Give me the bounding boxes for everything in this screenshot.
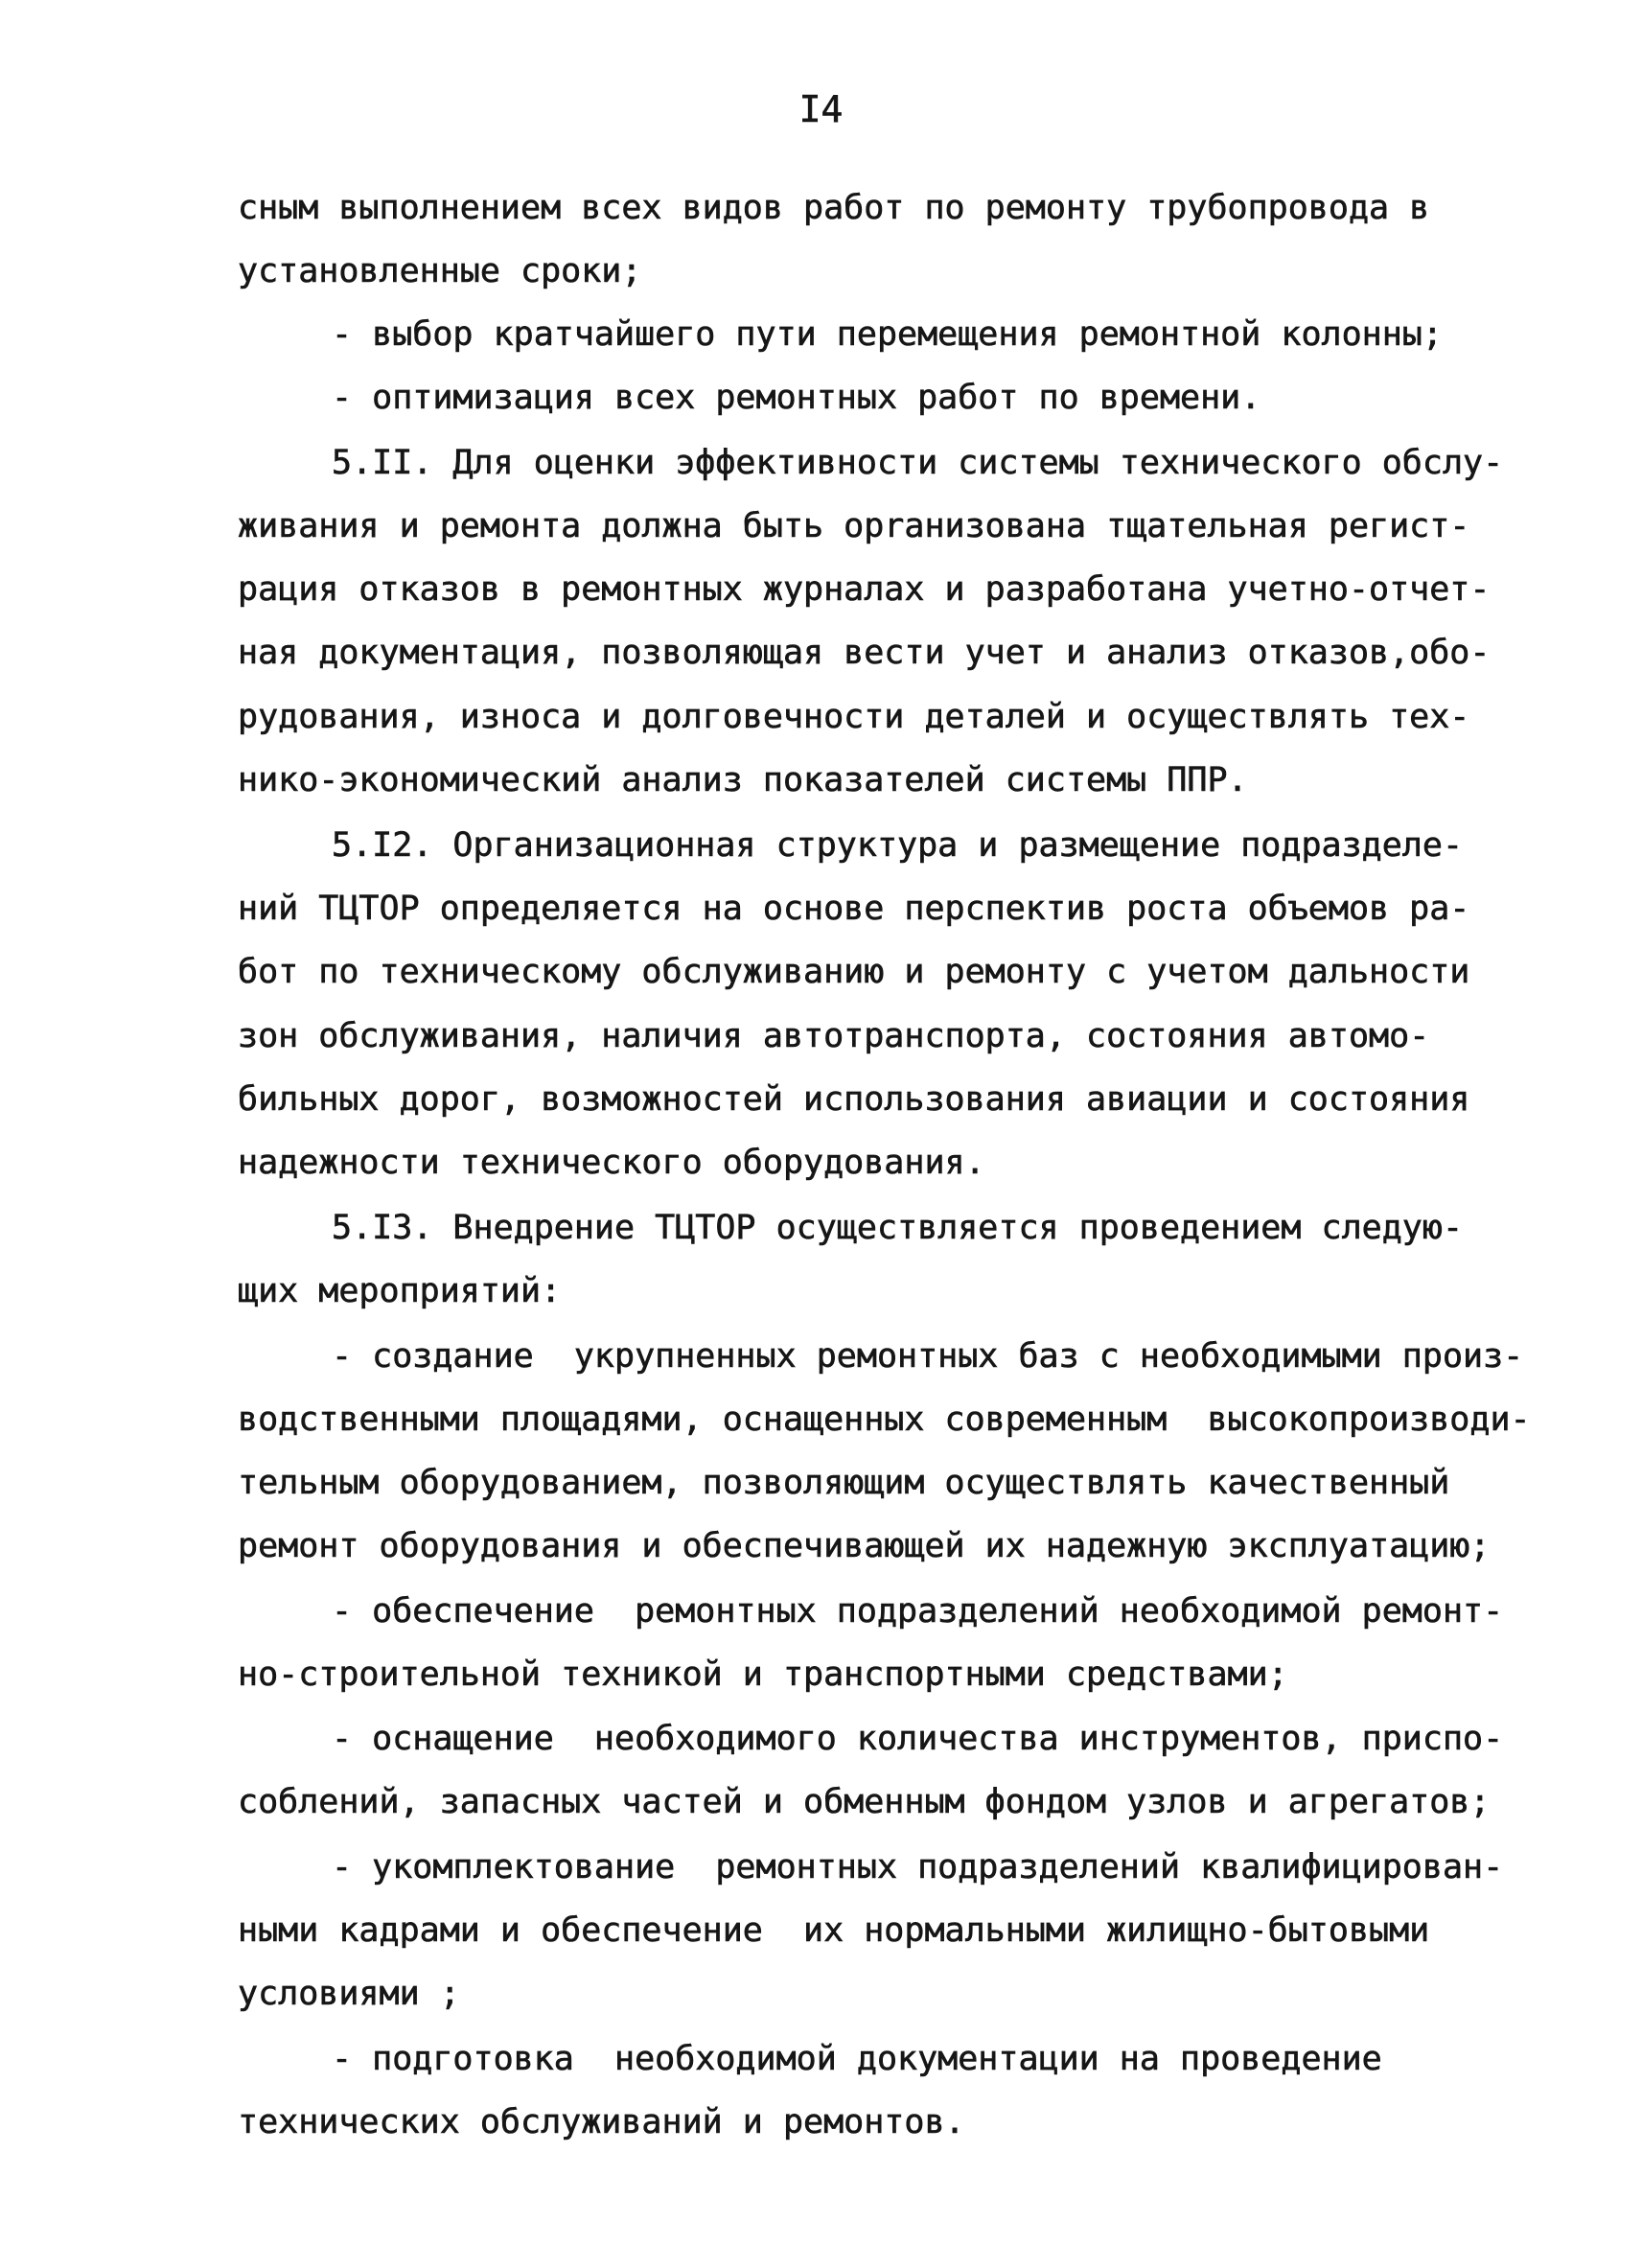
list-item: - оптимизация всех ремонтных работ по времени. bbox=[332, 379, 1261, 417]
text-line: ными кадрами и обеспечение их нормальными жилищно-бытовыми bbox=[238, 1911, 1430, 1950]
text-line: технических обслуживаний и ремонтов. bbox=[238, 2103, 965, 2141]
list-item: - укомплектование ремонтных подразделений квалифицирован- bbox=[332, 1848, 1504, 1886]
text-line: ная документация, позволяющая вести учет и анализ отказов,обо- bbox=[238, 634, 1491, 672]
list-item: - обеспечение ремонтных подразделений необходимой ремонт- bbox=[332, 1592, 1504, 1631]
text-line: ремонт оборудования и обеспечивающей их надежную эксплуатацию; bbox=[238, 1527, 1491, 1565]
text-line: щих мероприятий: bbox=[238, 1272, 562, 1310]
paragraph-start-5-11: 5.II. Для оценки эффективности системы технического обслу- bbox=[332, 444, 1504, 482]
text-line: нико-экономический анализ показателей системы ППР. bbox=[238, 761, 1248, 799]
text-line: сным выполнением всех видов работ по ремонту трубопровода в bbox=[238, 189, 1430, 227]
text-line: зон обслуживания, наличия автотранспорта, состояния автомо- bbox=[238, 1017, 1430, 1055]
list-item: - оснащение необходимого количества инструментов, приспо- bbox=[332, 1720, 1504, 1758]
list-item: - подготовка необходимой документации на проведение bbox=[332, 2040, 1382, 2078]
text-line: соблений, запасных частей и обменным фондом узлов и агрегатов; bbox=[238, 1783, 1491, 1821]
text-line: рудования, износа и долговечности деталей и осуществлять тех- bbox=[238, 698, 1470, 736]
text-line: водственными площадями, оснащенных современным высокопроизводи- bbox=[238, 1400, 1531, 1439]
text-line: надежности технического оборудования. bbox=[238, 1144, 985, 1182]
text-line: тельным оборудованием, позволяющим осуществлять качественный bbox=[238, 1464, 1450, 1502]
list-item: - выбор кратчайшего пути перемещения ремонтной колонны; bbox=[332, 315, 1443, 354]
text-line: бот по техническому обслуживанию и ремонту с учетом дальности bbox=[238, 953, 1470, 991]
paragraph-start-5-12: 5.I2. Организационная структура и размещение подразделе- bbox=[332, 826, 1464, 865]
paragraph-start-5-13: 5.I3. Внедрение ТЦТОР осуществляется проведением следую- bbox=[332, 1209, 1464, 1247]
text-line: рация отказов в ремонтных журналах и разработана учетно-отчет- bbox=[238, 570, 1491, 609]
text-line: но-строительной техникой и транспортными средствами; bbox=[238, 1655, 1288, 1694]
text-line: ний ТЦТОР определяется на основе перспектив роста объемов ра- bbox=[238, 890, 1470, 928]
list-item: - создание укрупненных ремонтных баз с необходимыми произ- bbox=[332, 1337, 1524, 1376]
text-line: бильных дорог, возможностей использования авиации и состояния bbox=[238, 1080, 1470, 1119]
text-line: условиями ; bbox=[238, 1975, 460, 2013]
text-line: установленные сроки; bbox=[238, 252, 642, 290]
page-number: I4 bbox=[798, 88, 844, 130]
text-line: живания и ремонта должна быть орrанизована тщательная регист- bbox=[238, 507, 1470, 545]
